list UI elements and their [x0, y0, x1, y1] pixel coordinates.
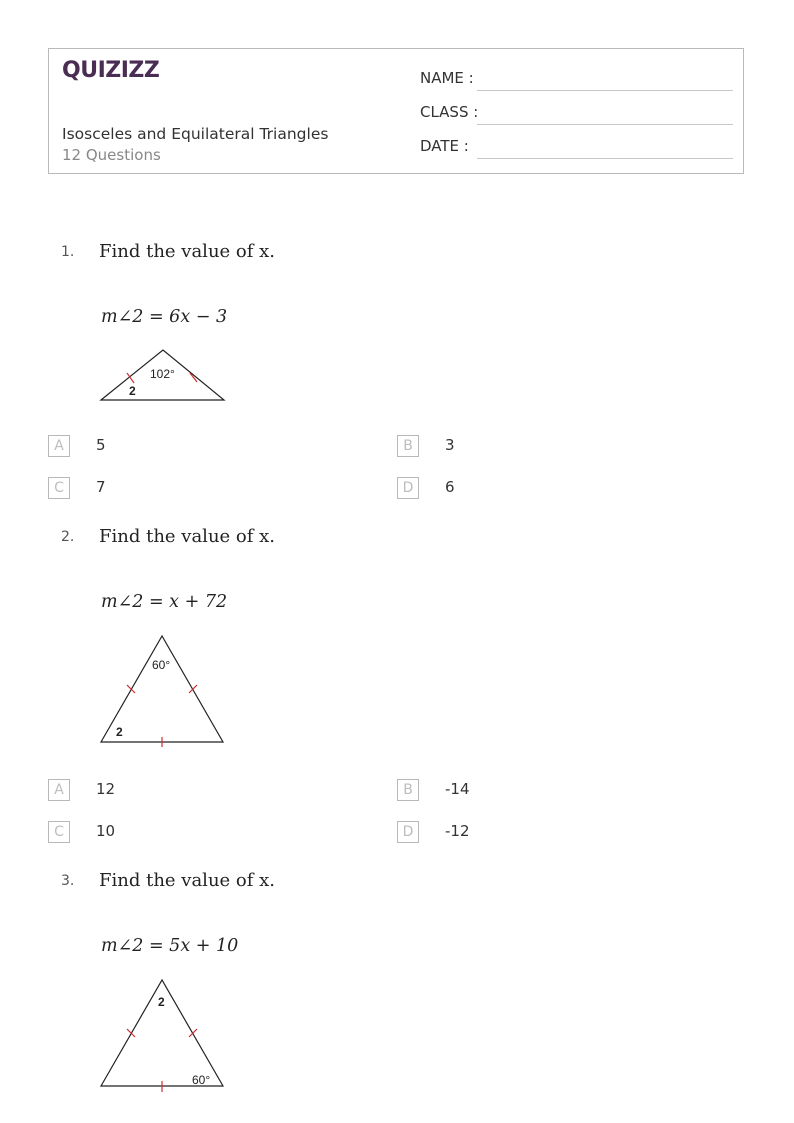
question-number: 2.: [61, 529, 75, 545]
equilateral-triangle-figure: [96, 630, 230, 750]
isosceles-triangle-figure: [96, 344, 230, 406]
name-field[interactable]: [420, 69, 733, 93]
option-value: 12: [96, 780, 116, 798]
option-letter[interactable]: A: [48, 435, 70, 457]
angle-label-2: 2: [129, 384, 136, 398]
question-prompt: Find the value of x.: [99, 870, 276, 891]
question-prompt: Find the value of x.: [99, 241, 276, 262]
class-field[interactable]: [420, 103, 733, 127]
worksheet-header: [48, 48, 744, 174]
option-value: -14: [445, 780, 470, 798]
option-letter[interactable]: B: [397, 779, 419, 801]
class-line[interactable]: [477, 124, 733, 125]
angle-label-2: 2: [158, 995, 165, 1009]
option-letter[interactable]: D: [397, 821, 419, 843]
angle-label-right: 60°: [192, 1073, 211, 1087]
option-value: 5: [96, 436, 106, 454]
name-line[interactable]: [477, 90, 733, 91]
question-number: 1.: [61, 244, 75, 260]
date-field[interactable]: [420, 137, 733, 161]
question-equation: m∠2 = x + 72: [101, 592, 228, 612]
class-label: CLASS :: [420, 103, 479, 121]
option-value: -12: [445, 822, 470, 840]
angle-label-2: 2: [116, 725, 123, 739]
option-letter[interactable]: A: [48, 779, 70, 801]
option-value: 6: [445, 478, 455, 496]
quizizz-logo: QUIZIZZ: [62, 58, 160, 83]
option-letter[interactable]: B: [397, 435, 419, 457]
option-letter[interactable]: D: [397, 477, 419, 499]
option-letter[interactable]: C: [48, 477, 70, 499]
option-letter[interactable]: C: [48, 821, 70, 843]
worksheet-title: Isosceles and Equilateral Triangles: [62, 125, 329, 143]
question-number: 3.: [61, 873, 75, 889]
option-value: 3: [445, 436, 455, 454]
option-value: 7: [96, 478, 106, 496]
date-label: DATE :: [420, 137, 469, 155]
date-line[interactable]: [477, 158, 733, 159]
question-equation: m∠2 = 6x − 3: [101, 307, 228, 327]
question-equation: m∠2 = 5x + 10: [101, 936, 239, 956]
question-prompt: Find the value of x.: [99, 526, 276, 547]
option-value: 10: [96, 822, 116, 840]
question-count: 12 Questions: [62, 146, 161, 164]
angle-label-top: 60°: [152, 658, 171, 672]
equilateral-triangle-figure: [96, 974, 230, 1096]
angle-label-top: 102°: [150, 367, 175, 381]
name-label: NAME :: [420, 69, 474, 87]
